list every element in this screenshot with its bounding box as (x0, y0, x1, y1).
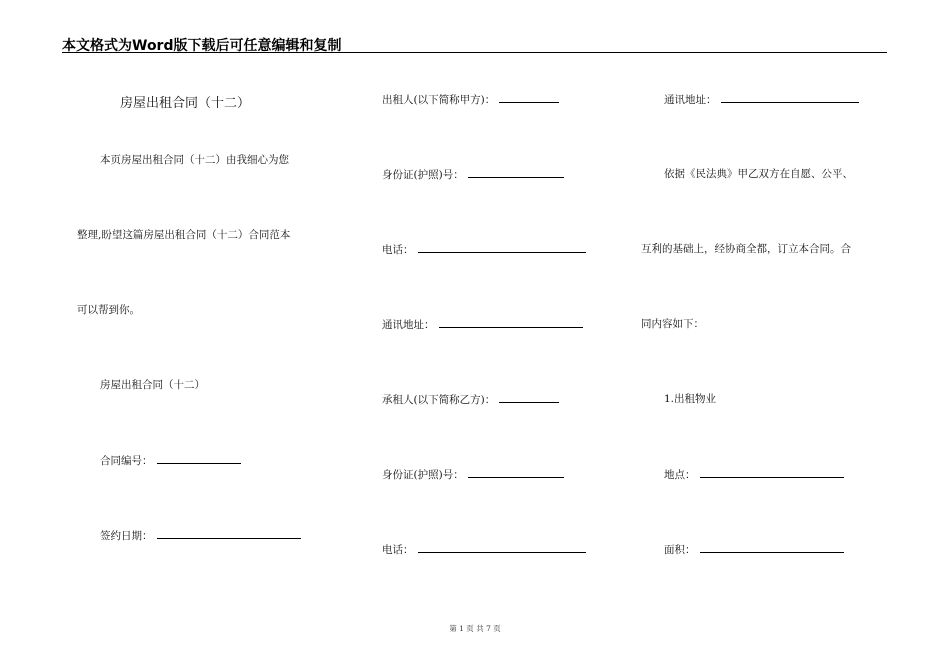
location-field (664, 467, 844, 482)
location-label: 地点： (664, 469, 696, 481)
contract-number-blank (157, 453, 241, 464)
basis-line-2: 互利的基础上，经协商全都，订立本合同。合 (641, 243, 851, 255)
basis-line-3: 同内容如下： (641, 318, 704, 330)
lessor-phone-blank (418, 242, 586, 253)
sign-date-field (100, 528, 301, 543)
location-blank (700, 467, 844, 478)
contract-number-label: 合同编号： (100, 455, 153, 467)
lessor-field (382, 92, 559, 107)
page-number: 第 1 页 共 7 页 (449, 624, 501, 633)
lessor-label: 出租人(以下简称甲方)： (382, 94, 496, 106)
contract-number-field (100, 453, 241, 468)
lessee-phone-blank (418, 542, 586, 553)
lessee-label: 承租人(以下简称乙方)： (382, 394, 496, 406)
lessor-id-blank (468, 167, 564, 178)
lessor-address-field (382, 317, 583, 332)
lessee-phone-field (382, 542, 586, 557)
document-title: 房屋出租合同（十二） (120, 96, 251, 111)
section-heading-rental-property: 1.出租物业 (664, 393, 717, 405)
lessor-id-field (382, 167, 564, 182)
lessor-phone-label: 电话： (382, 244, 414, 256)
basis-line-1: 依据《民法典》甲乙双方在自愿、公平、 (664, 168, 853, 180)
area-blank (700, 542, 844, 553)
lessee-address-blank (721, 92, 859, 103)
document-header-title: 本文格式为Word版下载后可任意编辑和复制 (62, 38, 342, 54)
intro-line-2: 整理,盼望这篇房屋出租合同（十二）合同范本 (77, 229, 291, 241)
lessee-id-blank (468, 467, 564, 478)
lessor-id-label: 身份证(护照)号： (382, 169, 464, 181)
lessee-address-field (664, 92, 859, 107)
intro-line-1: 本页房屋出租合同（十二）由我细心为您 (100, 154, 289, 166)
sign-date-label: 签约日期： (100, 530, 153, 542)
lessor-blank (499, 92, 559, 103)
contract-subtitle: 房屋出租合同（十二） (100, 379, 205, 391)
lessor-phone-field (382, 242, 586, 257)
area-label: 面积： (664, 544, 696, 556)
area-field (664, 542, 844, 557)
lessor-address-label: 通讯地址： (382, 319, 435, 331)
header-divider (62, 52, 887, 53)
lessee-blank (499, 392, 559, 403)
lessee-address-label: 通讯地址： (664, 94, 717, 106)
intro-line-3: 可以帮到你。 (77, 304, 140, 316)
lessee-field (382, 392, 559, 407)
lessee-id-field (382, 467, 564, 482)
lessor-address-blank (439, 317, 583, 328)
sign-date-blank (157, 528, 301, 539)
lessee-id-label: 身份证(护照)号： (382, 469, 464, 481)
lessee-phone-label: 电话： (382, 544, 414, 556)
